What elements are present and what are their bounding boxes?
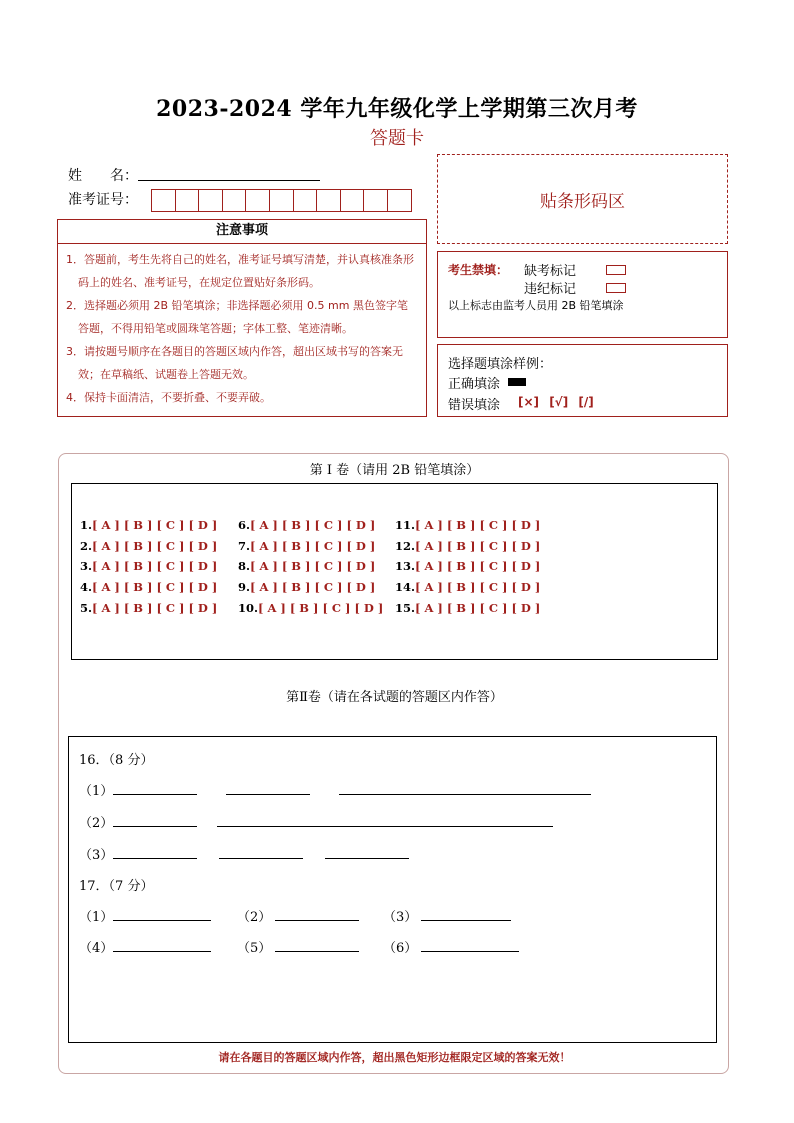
exam-digit-box[interactable]: [316, 189, 341, 212]
exam-number-label: 准考证号：: [68, 192, 138, 208]
mc-row[interactable]: 9.[ A ] [ B ] [ C ] [ D ]: [238, 580, 376, 595]
written-answer-box: [68, 736, 717, 1043]
footer-warning: 请在各题目的答题区域内作答，超出黑色矩形边框限定区域的答案无效！: [218, 1051, 571, 1064]
exam-digit-box[interactable]: [222, 189, 247, 212]
sub-question-label: （2）: [79, 816, 114, 831]
wrong-fill-marks: [×] [√] [/]: [518, 395, 594, 409]
mc-row[interactable]: 7.[ A ] [ B ] [ C ] [ D ]: [238, 538, 376, 553]
answer-line[interactable]: [113, 794, 197, 795]
notice-panel: [57, 219, 427, 417]
forbid-label: 考生禁填：: [448, 263, 509, 277]
answer-line[interactable]: [226, 794, 310, 795]
mc-row[interactable]: 3.[ A ] [ B ] [ C ] [ D ]: [80, 559, 218, 574]
violation-mark-label: 违纪标记: [524, 282, 577, 297]
sub-question-label: （2）: [237, 910, 272, 925]
answer-line[interactable]: [325, 858, 409, 859]
sub-question-label: （1）: [79, 784, 114, 799]
page-title: 2023-2024 学年九年级化学上学期第三次月考: [156, 96, 638, 122]
sub-question-label: （3）: [383, 910, 418, 925]
mc-column: [238, 515, 383, 619]
answer-line[interactable]: [113, 826, 197, 827]
exam-digit-box[interactable]: [198, 189, 223, 212]
exam-digit-box[interactable]: [269, 189, 294, 212]
exam-digit-box[interactable]: [175, 189, 200, 212]
answer-line[interactable]: [275, 951, 359, 952]
forbid-panel: [437, 251, 728, 338]
answer-line[interactable]: [113, 951, 211, 952]
mc-row[interactable]: 14.[ A ] [ B ] [ C ] [ D ]: [395, 580, 541, 595]
barcode-label: 贴条形码区: [540, 191, 625, 212]
part2-title: 第Ⅱ卷（请在各试题的答题区内作答）: [286, 690, 503, 705]
mc-row[interactable]: 2.[ A ] [ B ] [ C ] [ D ]: [80, 538, 218, 553]
notice-item: 3．请按题号顺序在各题目的答题区域内作答，超出区域书写的答案无效；在草稿纸、试题卷上答题无效。: [66, 345, 403, 381]
page-subtitle: 答题卡: [370, 128, 424, 149]
sub-question-label: （5）: [237, 941, 272, 956]
name-field[interactable]: [138, 180, 320, 181]
barcode-area: [437, 154, 728, 244]
sample-title: 选择题填涂样例：: [448, 357, 553, 372]
mc-row[interactable]: 1.[ A ] [ B ] [ C ] [ D ]: [80, 518, 218, 532]
sub-question-label: （6）: [383, 941, 418, 956]
question-16-heading: 16．（8 分）: [79, 753, 154, 768]
wrong-fill-label: 错误填涂: [448, 398, 501, 413]
mc-column: [395, 515, 540, 619]
sub-question-label: （3）: [79, 848, 114, 863]
violation-mark-box[interactable]: [606, 283, 626, 293]
mc-row[interactable]: 11.[ A ] [ B ] [ C ] [ D ]: [395, 518, 541, 532]
multiple-choice-box: [71, 483, 718, 660]
answer-sheet-body: [58, 453, 729, 1074]
mc-row[interactable]: 13.[ A ] [ B ] [ C ] [ D ]: [395, 559, 541, 574]
answer-line[interactable]: [217, 826, 553, 827]
correct-fill-label: 正确填涂: [448, 377, 501, 392]
mc-row[interactable]: 10.[ A ] [ B ] [ C ] [ D ]: [238, 600, 384, 615]
absent-mark-label: 缺考标记: [524, 264, 577, 279]
answer-line[interactable]: [113, 920, 211, 921]
exam-digit-box[interactable]: [387, 189, 412, 212]
mc-row[interactable]: 5.[ A ] [ B ] [ C ] [ D ]: [80, 600, 218, 615]
mc-column: [80, 515, 217, 619]
mc-row[interactable]: 4.[ A ] [ B ] [ C ] [ D ]: [80, 580, 218, 595]
absent-mark-box[interactable]: [606, 265, 626, 275]
answer-line[interactable]: [339, 794, 591, 795]
notice-title: 注意事项: [58, 220, 426, 244]
part1-title: 第 I 卷（请用 2B 铅笔填涂）: [309, 463, 480, 478]
exam-digit-box[interactable]: [340, 189, 365, 212]
answer-line[interactable]: [421, 951, 519, 952]
mc-row[interactable]: 8.[ A ] [ B ] [ C ] [ D ]: [238, 559, 376, 574]
mc-row[interactable]: 12.[ A ] [ B ] [ C ] [ D ]: [395, 538, 541, 553]
notice-item: 2．选择题必须用 2B 铅笔填涂；非选择题必须用 0.5 mm 黑色签字笔答题，不得用铅笔或圆珠笔答题；字体工整、笔迹清晰。: [66, 299, 408, 335]
question-17-heading: 17．（7 分）: [79, 879, 154, 894]
exam-number-boxes[interactable]: [151, 189, 411, 212]
answer-line[interactable]: [219, 858, 303, 859]
exam-digit-box[interactable]: [151, 189, 176, 212]
sub-question-label: （1）: [79, 910, 114, 925]
exam-digit-box[interactable]: [245, 189, 270, 212]
name-label: 姓 名：: [68, 168, 138, 184]
sub-question-label: （4）: [79, 941, 114, 956]
notice-item: 4．保持卡面清洁，不要折叠、不要弄破。: [66, 391, 271, 404]
forbid-note: 以上标志由监考人员用 2B 铅笔填涂: [448, 299, 624, 312]
answer-line[interactable]: [113, 858, 197, 859]
fill-sample-panel: [437, 344, 728, 417]
mc-row[interactable]: 6.[ A ] [ B ] [ C ] [ D ]: [238, 518, 376, 532]
notice-item: 1．答题前，考生先将自己的姓名，准考证号填写清楚，并认真核准条形码上的姓名、准考证号，在规定位置贴好条形码。: [66, 253, 414, 289]
answer-line[interactable]: [275, 920, 359, 921]
answer-line[interactable]: [421, 920, 511, 921]
mc-row[interactable]: 15.[ A ] [ B ] [ C ] [ D ]: [395, 600, 541, 615]
exam-digit-box[interactable]: [293, 189, 318, 212]
correct-fill-mark: [508, 378, 526, 386]
exam-digit-box[interactable]: [363, 189, 388, 212]
